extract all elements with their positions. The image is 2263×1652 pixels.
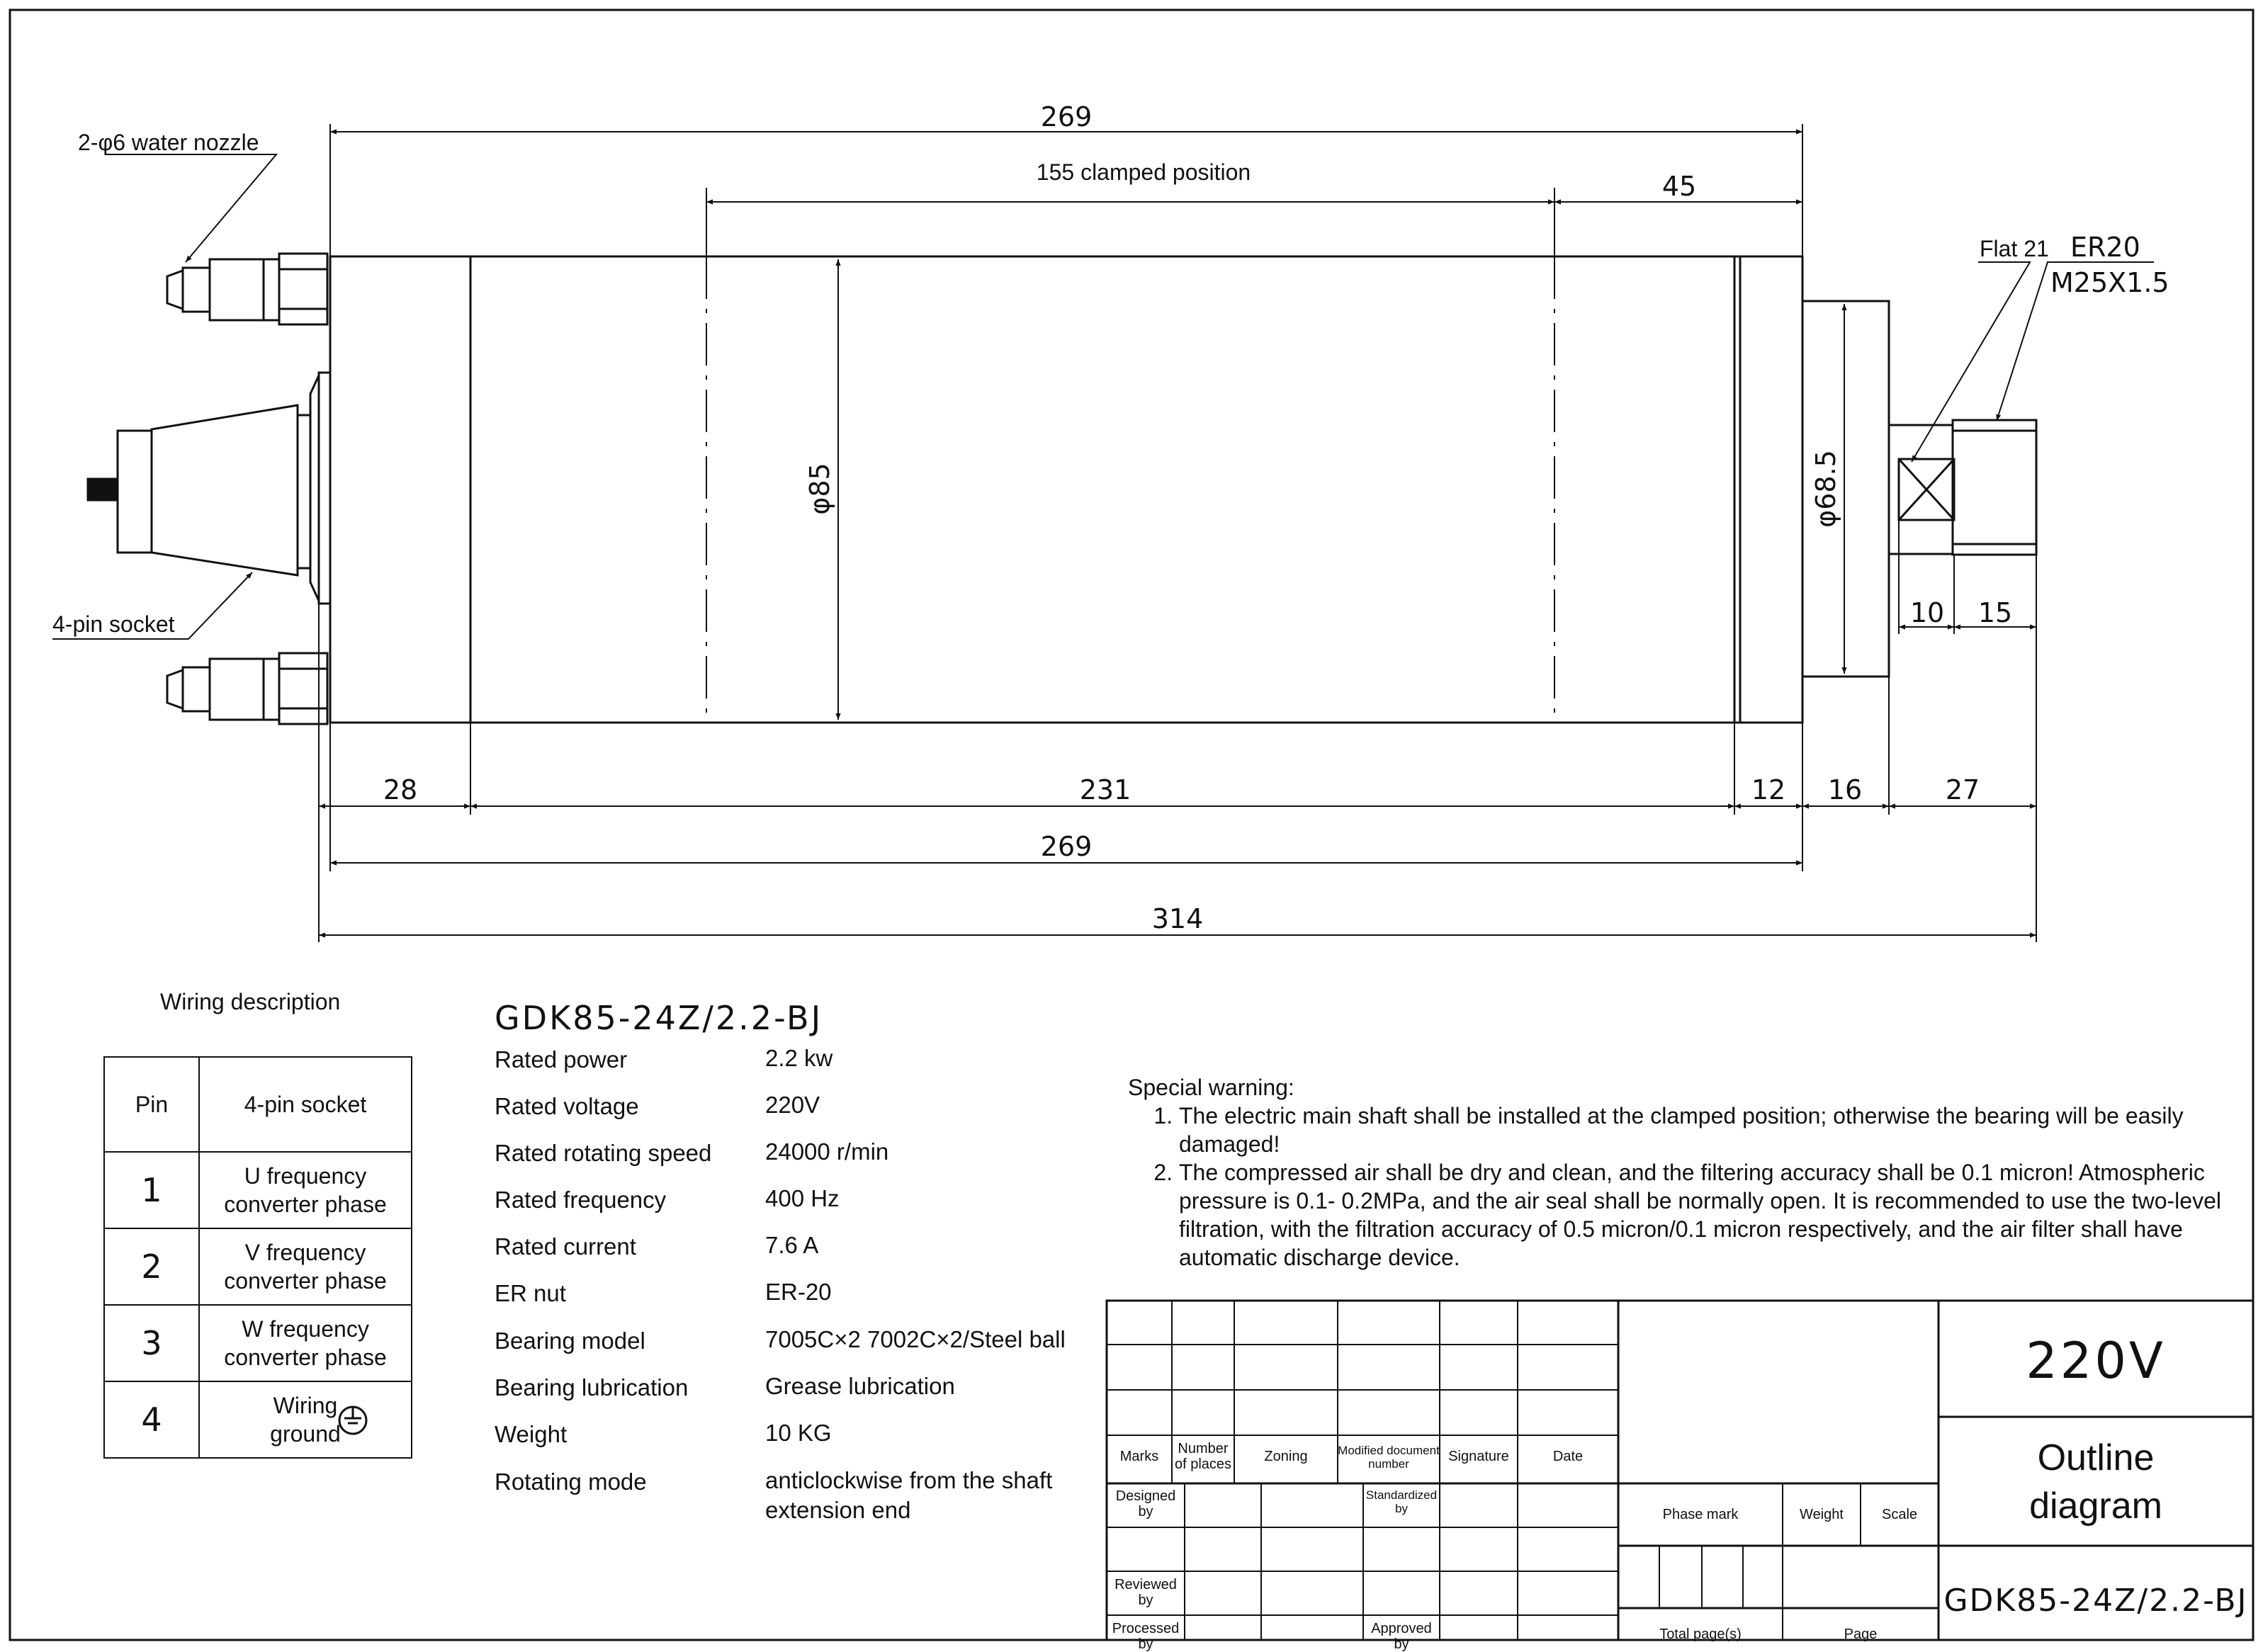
spec-value: 400 Hz bbox=[765, 1185, 840, 1211]
spec-label: Bearing lubrication bbox=[495, 1374, 689, 1401]
tb-marks: Marks bbox=[1119, 1449, 1159, 1464]
wiring-table bbox=[103, 1056, 412, 1459]
tb-reviewed-by: Reviewed by bbox=[1114, 1577, 1177, 1608]
dim-bottom-269: 269 bbox=[1040, 831, 1093, 862]
tb-page: Page bbox=[1844, 1626, 1878, 1642]
top-water-nozzle bbox=[167, 254, 327, 324]
spec-label: Rated voltage bbox=[495, 1093, 639, 1119]
spec-label: Rotating mode bbox=[495, 1469, 647, 1495]
er-label: ER20 bbox=[2070, 232, 2140, 263]
wiring-title: Wiring description bbox=[160, 989, 341, 1014]
dim-231: 231 bbox=[1079, 774, 1132, 805]
spec-value: 10 KG bbox=[765, 1420, 832, 1446]
spec-value: 24000 r/min bbox=[765, 1138, 889, 1165]
pin-desc: U frequency bbox=[244, 1163, 367, 1189]
spec-value: 7.6 A bbox=[765, 1232, 819, 1258]
spec-label: Rated frequency bbox=[495, 1187, 667, 1213]
dim-27: 27 bbox=[1945, 774, 1980, 805]
pin-desc: converter phase bbox=[224, 1345, 387, 1370]
clamped-label: 155 clamped position bbox=[1036, 159, 1251, 185]
flat-label: Flat 21 bbox=[1980, 236, 2049, 261]
spec-label: Rated power bbox=[495, 1046, 628, 1073]
collet-nut bbox=[1953, 420, 2036, 555]
dim-15: 15 bbox=[1977, 597, 2013, 628]
dim-45: 45 bbox=[1661, 171, 1697, 202]
pin-desc: ground bbox=[270, 1421, 341, 1447]
tb-scale: Scale bbox=[1881, 1507, 1918, 1522]
table-row bbox=[104, 1228, 412, 1305]
tb-number-of-places: Number of places bbox=[1174, 1441, 1232, 1472]
table-row bbox=[104, 1381, 412, 1458]
spec-label: Weight bbox=[495, 1421, 568, 1447]
tb-date: Date bbox=[1552, 1449, 1584, 1464]
table-row bbox=[104, 1152, 412, 1228]
warning-item: 1. The electric main shaft shall be installed at the clamped position; otherwise the bearing will be easily damaged! bbox=[1179, 1102, 2240, 1158]
spec-value: anticlockwise from the shaft extension end bbox=[765, 1467, 1053, 1523]
tb-voltage: 220V bbox=[2026, 1332, 2166, 1390]
special-warning bbox=[1128, 1073, 2240, 1272]
spindle-body bbox=[330, 256, 1802, 723]
wiring-header-socket: 4-pin socket bbox=[199, 1057, 412, 1152]
thread-label: M25X1.5 bbox=[2050, 267, 2169, 298]
dim-16: 16 bbox=[1827, 774, 1863, 805]
warning-title: Special warning: bbox=[1128, 1075, 1294, 1100]
pin-number: 2 bbox=[104, 1228, 199, 1305]
spec-value: 7005C×2 7002C×2/Steel ball bbox=[765, 1326, 1066, 1352]
spec-value: 2.2 kw bbox=[765, 1045, 833, 1071]
pin-desc: converter phase bbox=[224, 1192, 387, 1217]
pin-desc: Wiring bbox=[273, 1393, 338, 1418]
spec-value: Grease lubrication bbox=[765, 1373, 955, 1399]
tb-phase-mark: Phase mark bbox=[1662, 1507, 1739, 1522]
dim-10: 10 bbox=[1909, 597, 1945, 628]
tb-weight: Weight bbox=[1800, 1507, 1844, 1522]
water-nozzle-label: 2-φ6 water nozzle bbox=[78, 130, 259, 155]
ground-icon bbox=[336, 1403, 370, 1437]
dim-314: 314 bbox=[1151, 903, 1204, 934]
wiring-header-pin: Pin bbox=[104, 1057, 199, 1152]
tb-modified-doc: Modified document number bbox=[1338, 1444, 1440, 1471]
dim-12: 12 bbox=[1751, 774, 1786, 805]
pin-desc: W frequency bbox=[242, 1316, 369, 1342]
dim-28: 28 bbox=[383, 774, 418, 805]
dim-top-269: 269 bbox=[1040, 101, 1093, 132]
bottom-water-nozzle bbox=[167, 653, 327, 724]
tb-approved-by: Approved by bbox=[1371, 1621, 1432, 1652]
spec-label: Rated rotating speed bbox=[495, 1140, 712, 1166]
spec-label: ER nut bbox=[495, 1280, 566, 1306]
pin-number: 4 bbox=[104, 1381, 199, 1458]
tb-doc-number: GDK85-24Z/2.2-BJ bbox=[1943, 1583, 2248, 1619]
spec-label: Rated current bbox=[495, 1233, 636, 1260]
pin-desc: converter phase bbox=[224, 1268, 387, 1294]
spec-value: ER-20 bbox=[765, 1279, 832, 1305]
tb-doc-title: Outline diagram bbox=[2029, 1437, 2162, 1527]
four-pin-socket bbox=[88, 405, 310, 575]
tb-zoning: Zoning bbox=[1264, 1449, 1308, 1464]
dim-phi85: φ85 bbox=[804, 463, 835, 515]
spec-value: 220V bbox=[765, 1092, 820, 1118]
socket-label: 4-pin socket bbox=[52, 611, 175, 637]
tb-total-pages: Total page(s) bbox=[1659, 1626, 1742, 1642]
pin-number: 3 bbox=[104, 1305, 199, 1381]
warning-item: 2. The compressed air shall be dry and clean, and the filtering accuracy shall be 0.1 micron! Atmospheric pressure is 0.1- 0.2MPa, and the air seal shall be normally open. It is recommended to use the two-level filtration, with the filtration accuracy of 0.5 micron/0.1 micron respectively, and the air filter shall have automatic discharge device. bbox=[1179, 1158, 2240, 1272]
tb-signature: Signature bbox=[1448, 1449, 1509, 1464]
table-row bbox=[104, 1305, 412, 1381]
pin-desc: V frequency bbox=[244, 1240, 366, 1265]
tb-standardized-by: Standardized by bbox=[1365, 1488, 1438, 1515]
tb-processed-by: Processed by bbox=[1112, 1621, 1180, 1652]
spec-label: Bearing model bbox=[495, 1328, 645, 1354]
model-number: GDK85-24Z/2.2-BJ bbox=[495, 999, 823, 1037]
pin-number: 1 bbox=[104, 1152, 199, 1228]
dim-phi68: φ68.5 bbox=[1810, 450, 1841, 528]
tb-designed-by: Designed by bbox=[1115, 1488, 1176, 1520]
